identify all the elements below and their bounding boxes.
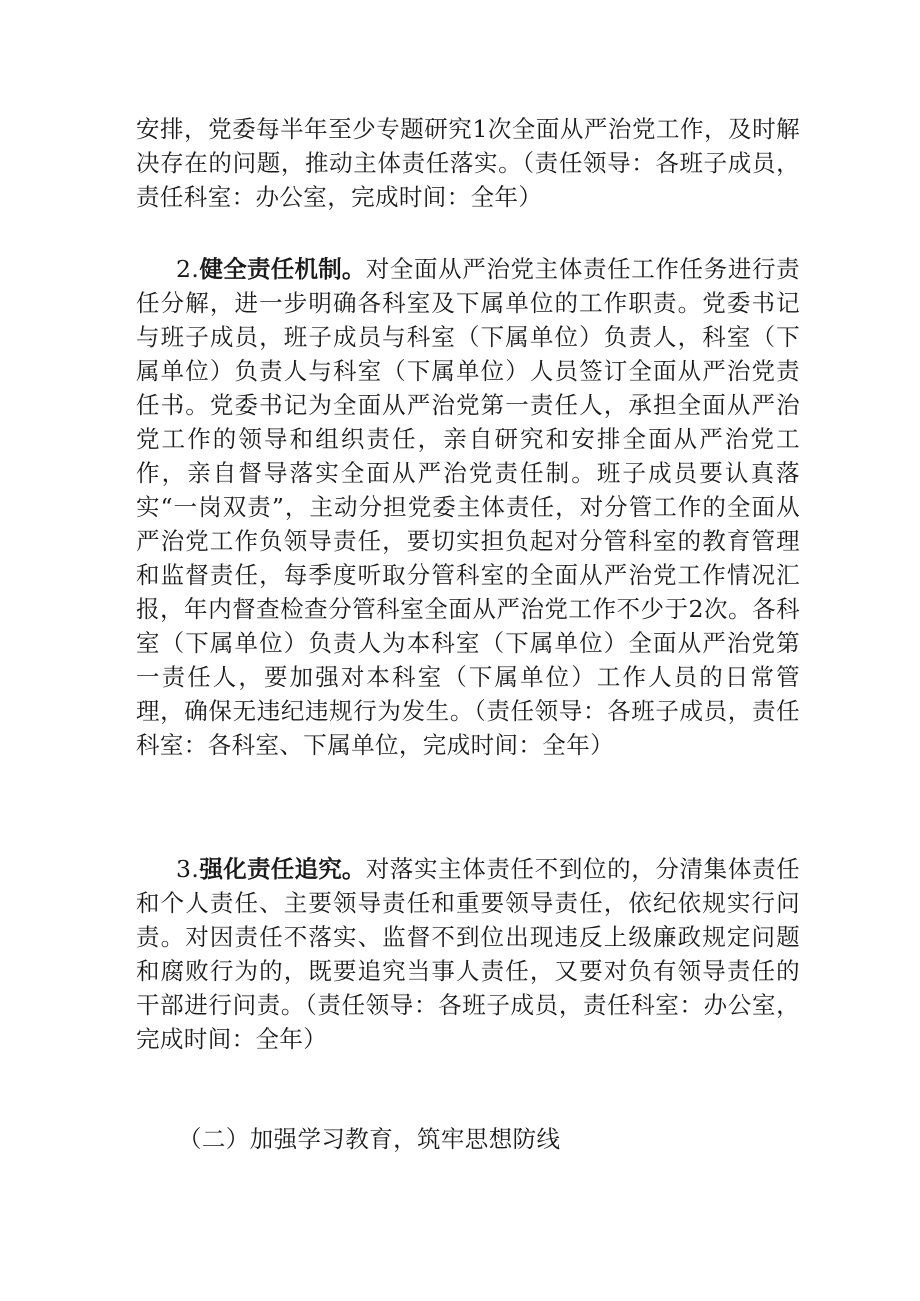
item-lead-title: 健全责任机制。 [199, 255, 366, 283]
item-number: 3. [176, 855, 200, 883]
paragraph-text: 对落实主体责任不到位的，分清集体责任和个人责任、主要领导责任和重要领导责任，依纪依规实行问责。对因责任不落实、监督不到位出现违反上级廉政规定问题和腐败行为的，既要追究当事人责任，又要对负有领导责任的干部进行问责。（责任领导：各班子成员，责任科室：办公室，完成时间：全年） [136, 855, 801, 1053]
section-heading: （二）加强学习教育，筑牢思想防线 [178, 1125, 561, 1153]
paragraph-accountability [136, 852, 800, 1056]
item-number: 2. [176, 255, 200, 283]
paragraph-continuation [136, 112, 800, 214]
item-lead-title: 强化责任追究。 [199, 855, 366, 883]
paragraph-text: 安排，党委每半年至少专题研究1次全面从严治党工作，及时解决存在的问题，推动主体责任落实。（责任领导：各班子成员，责任科室：办公室，完成时间：全年） [136, 115, 800, 211]
paragraph-text: 对全面从严治党主体责任工作任务进行责任分解，进一步明确各科室及下属单位的工作职责。党委书记与班子成员，班子成员与科室（下属单位）负责人，科室（下属单位）负责人与科室（下属单位）人员签订全面从严治党责任书。党委书记为全面从严治党第一责任人，承担全面从严治党工作的领导和组织责任，亲自研究和安排全面从严治党工作，亲自督导落实全面从严治党责任制。班子成员要认真落实“一岗双责”，主动分担党委主体责任，对分管工作的全面从严治党工作负领导责任，要切实担负起对分管科室的教育管理和监督责任，每季度听取分管科室的全面从严治党工作情况汇报，年内督查检查分管科室全面从严治党工作不少于2次。各科室（下属单位）负责人为本科室（下属单位）全面从严治党第一责任人，要加强对本科室（下属单位）工作人员的日常管理，确保无违纪违规行为发生。（责任领导：各班子成员，责任科室：各科室、下属单位，完成时间：全年） [136, 255, 801, 759]
paragraph-responsibility-mechanism [136, 252, 800, 762]
